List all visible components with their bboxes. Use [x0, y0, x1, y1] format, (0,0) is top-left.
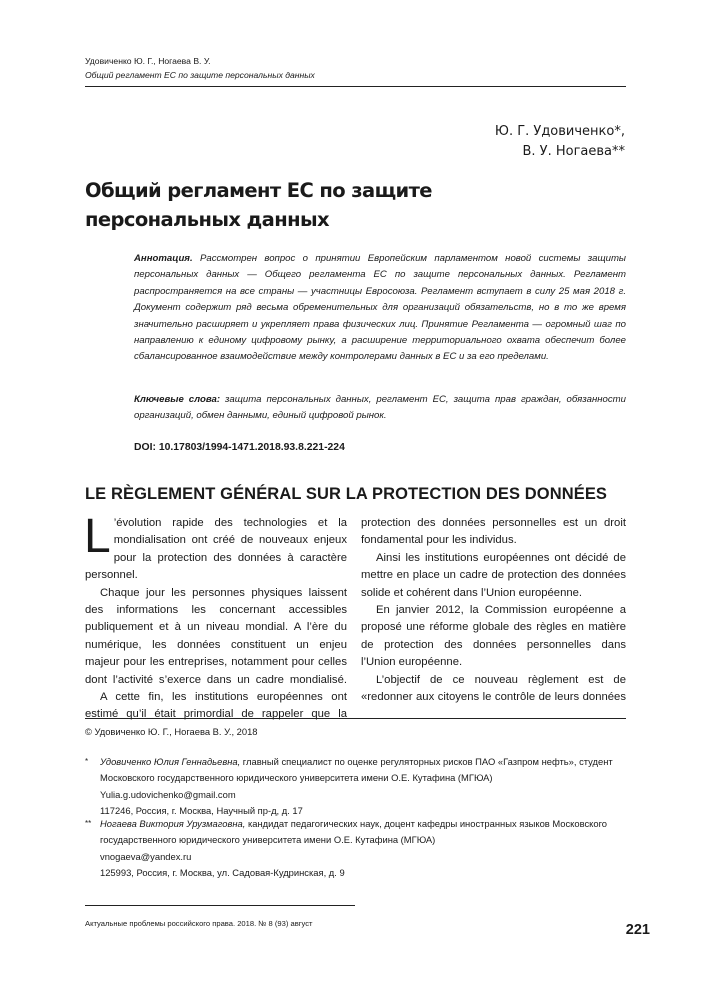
article-title-line-2: персональных данных: [85, 208, 329, 231]
article-authors: [495, 122, 625, 162]
author-1: Ю. Г. Удовиченко*,: [494, 124, 625, 139]
footnote-2-email: vnogaeva@yandex.ru: [100, 850, 192, 862]
body-column-right: [361, 515, 626, 706]
page-number: 221: [625, 922, 650, 938]
journal-citation: Актуальные проблемы российского права. 2018. № 8 (93) август: [85, 919, 313, 928]
french-section-title: LE RÈGLEMENT GÉNÉRAL SUR LA PROTECTION DES DONNÉES: [85, 485, 608, 503]
body-column-left: [84, 510, 347, 724]
footnote-2-marker: **: [85, 819, 92, 828]
footnote-1: [100, 754, 626, 820]
paragraph: Chaque jour les personnes physiques laissent des informations les concernant accessibles publiquement et à un niveau mondial. A l’ère du numérique, les données constituent un enjeu majeur pour les entreprises, notamment pour celles dont l’activité s’exerce dans un cadre mondialisé.: [85, 586, 347, 686]
footnote-2-text: кандидат педагогических наук, доцент кафедры иностранных языков Московского государственного юридического университета имени О.Е. Кутафина (МГЮА): [100, 818, 608, 846]
abstract-label: Аннотация.: [134, 253, 193, 264]
keywords-text: защита персональных данных, регламент ЕС, защита прав граждан, обязанности организаций, обмен данными, единый цифровой рынок.: [134, 394, 626, 422]
paragraph: En janvier 2012, la Commission européenne a proposé une réforme globale des règles en matière de protection des données personnelles dans l’Union européenne.: [361, 604, 626, 669]
keywords-label: Ключевые слова:: [134, 394, 221, 405]
drop-cap: L: [84, 510, 111, 563]
running-header-title: Общий регламент ЕС по защите персональных данных: [85, 70, 315, 80]
footnote-2: [100, 816, 626, 882]
article-title: [85, 176, 505, 234]
running-header-authors: Удовиченко Ю. Г., Ногаева В. У.: [85, 56, 211, 66]
article-title-line-1: Общий регламент ЕС по защите: [85, 179, 432, 202]
copyright-notice: © Удовиченко Ю. Г., Ногаева В. У., 2018: [85, 726, 258, 737]
paragraph: protection des données personnelles est un droit fondamental pour les individus.: [361, 517, 626, 547]
paragraph: A cette fin, les institutions européennes ont estimé qu’il était primordial de rappeler que la: [85, 691, 347, 721]
doi: DOI: 10.17803/1994-1471.2018.93.8.221-224: [134, 442, 345, 453]
footnote-2-address: 125993, Россия, г. Москва, ул. Садовая-Кудринская, д. 9: [100, 867, 345, 879]
paragraph: Ainsi les institutions européennes ont décidé de mettre en place un cadre de protection des données solide et cohérent dans l’Union européenne.: [361, 551, 626, 599]
author-2: В. У. Ногаева**: [522, 144, 625, 159]
footnote-1-email: Yulia.g.udovichenko@gmail.com: [100, 788, 236, 800]
keywords: [134, 392, 626, 425]
footnote-2-name: Ногаева Виктория Урузмаговна,: [100, 818, 246, 829]
header-divider: [85, 86, 626, 87]
paragraph: L ’évolution rapide des technologies et la mondialisation ont créé de nouveaux enjeux pour la protection des données à caractère personnel.: [84, 510, 347, 582]
footer-divider: [85, 905, 355, 906]
abstract-text: Рассмотрен вопрос о принятии Европейским парламентом новой системы защиты персональных данных — Общего регламента ЕС по защите персональных данных. Регламент распространяется на все страны — участницы Евросоюза. Регламент вступает в силу 25 мая 2018 г. Документ содержит ряд весьма обременительных для организаций обязательств, но в то же время значительно расширяет и укрепляет права физических лиц. Принятие Регламента — огромный шаг по направлению к единому цифровому рынку, а расширение территориального охвата обеспечит более сбалансированное взаимодействие между контролерами данных в ЕС и за его пределами.: [134, 253, 626, 363]
footnote-divider: [85, 718, 626, 719]
paragraph: L’objectif de ce nouveau règlement est de «redonner aux citoyens le contrôle de leurs données: [361, 673, 626, 704]
abstract: [134, 251, 626, 366]
running-header: [85, 54, 315, 82]
footnote-1-address: 117246, Россия, г. Москва, Научный пр-д, д. 17: [100, 805, 303, 817]
footnote-1-marker: *: [85, 757, 89, 766]
footnote-1-name: Удовиченко Юлия Геннадьевна,: [100, 756, 241, 767]
footnote-1-text: главный специалист по оценке регуляторных рисков ПАО «Газпром нефть», студент Московского государственного юридического университета имени О.Е. Кутафина (МГЮА): [100, 756, 613, 784]
